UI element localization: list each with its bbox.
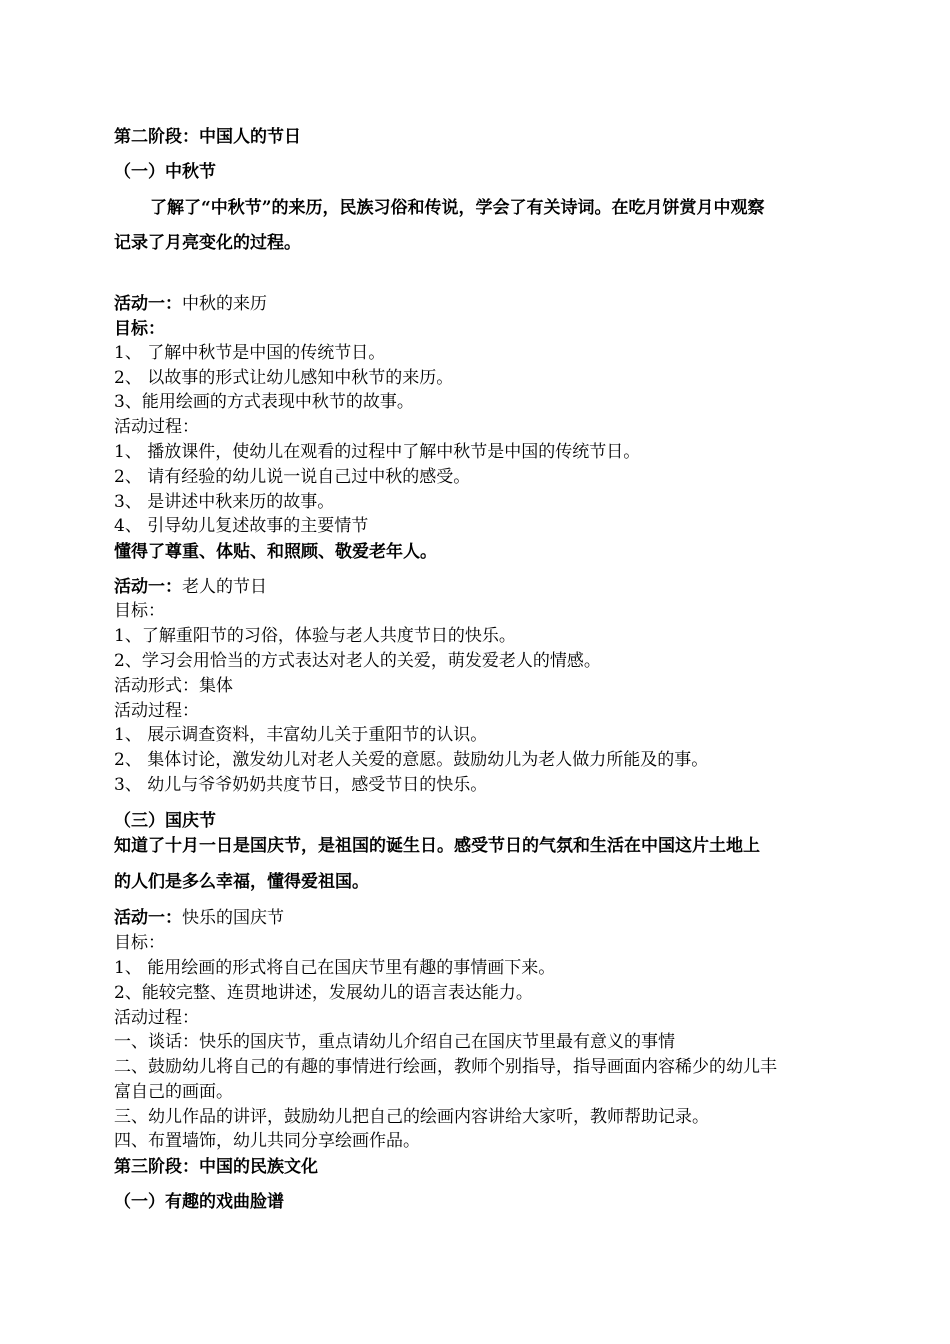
elder-summary: 懂得了尊重、体贴、和照顾、敬爱老年人。 (114, 542, 437, 562)
activity-name: 中秋的来历 (182, 294, 267, 314)
midautumn-title: （一）中秋节 (114, 162, 216, 182)
midautumn-summary-line1: 了解了“中秋节”的来历，民族习俗和传说，学会了有关诗词。在吃月饼赏月中观察 (150, 198, 765, 218)
elder-goal-label: 目标： (114, 601, 165, 621)
opera-title: （一）有趣的戏曲脸谱 (114, 1192, 284, 1212)
activity-label: 活动一： (114, 908, 182, 928)
midautumn-summary-line2: 记录了月亮变化的过程。 (114, 233, 301, 253)
activity-name: 快乐的国庆节 (182, 908, 284, 928)
stage2-heading: 第二阶段：中国人的节日 (114, 127, 301, 147)
activity-name: 老人的节日 (182, 577, 267, 597)
national-process-2: 二、鼓励幼儿将自己的有趣的事情进行绘画，教师个别指导，指导画面内容稀少的幼儿丰 (114, 1057, 777, 1077)
midautumn-goal-2: 2、 以故事的形式让幼儿感知中秋节的来历。 (114, 368, 454, 388)
activity-label: 活动一： (114, 577, 182, 597)
national-process-1: 一、谈话：快乐的国庆节，重点请幼儿介绍自己在国庆节里最有意义的事情 (114, 1032, 675, 1052)
national-process-4: 四、布置墙饰，幼儿共同分享绘画作品。 (114, 1131, 420, 1151)
national-summary-line1: 知道了十月一日是国庆节，是祖国的诞生日。感受节日的气氛和生活在中国这片土地上 (114, 836, 760, 856)
midautumn-process-1: 1、 播放课件，使幼儿在观看的过程中了解中秋节是中国的传统节日。 (114, 442, 641, 462)
midautumn-process-label: 活动过程： (114, 417, 199, 437)
elder-process-1: 1、 展示调查资料，丰富幼儿关于重阳节的认识。 (114, 725, 488, 745)
elder-form: 活动形式：集体 (114, 676, 233, 696)
national-process-3: 三、幼儿作品的讲评，鼓励幼儿把自己的绘画内容讲给大家听，教师帮助记录。 (114, 1107, 709, 1127)
midautumn-goal-1: 1、 了解中秋节是中国的传统节日。 (114, 343, 386, 363)
midautumn-process-2: 2、 请有经验的幼儿说一说自己过中秋的感受。 (114, 467, 471, 487)
national-goal-2: 2、能较完整、连贯地讲述，发展幼儿的语言表达能力。 (114, 983, 533, 1003)
midautumn-goal-3: 3、能用绘画的方式表现中秋节的故事。 (114, 392, 414, 412)
elder-process-label: 活动过程： (114, 701, 199, 721)
activity-label: 活动一： (114, 294, 182, 314)
national-title: （三）国庆节 (114, 811, 216, 831)
national-process-label: 活动过程： (114, 1008, 199, 1028)
stage3-heading: 第三阶段：中国的民族文化 (114, 1157, 318, 1177)
national-activity (114, 906, 284, 930)
elder-process-2: 2、 集体讨论，激发幼儿对老人关爱的意愿。鼓励幼儿为老人做力所能及的事。 (114, 750, 709, 770)
midautumn-process-4: 4、 引导幼儿复述故事的主要情节 (114, 516, 369, 536)
elder-activity (114, 575, 267, 599)
midautumn-process-3: 3、 是讲述中秋来历的故事。 (114, 492, 335, 512)
midautumn-activity (114, 292, 267, 316)
national-process-2-cont: 富自己的画面。 (114, 1082, 233, 1102)
national-goal-1: 1、 能用绘画的形式将自己在国庆节里有趣的事情画下来。 (114, 958, 556, 978)
midautumn-goal-label: 目标： (114, 319, 165, 339)
national-goal-label: 目标： (114, 933, 165, 953)
elder-goal-1: 1、了解重阳节的习俗，体验与老人共度节日的快乐。 (114, 626, 516, 646)
elder-process-3: 3、 幼儿与爷爷奶奶共度节日，感受节日的快乐。 (114, 775, 488, 795)
elder-goal-2: 2、学习会用恰当的方式表达对老人的关爱，萌发爱老人的情感。 (114, 651, 601, 671)
national-summary-line2: 的人们是多么幸福，懂得爱祖国。 (114, 872, 369, 892)
